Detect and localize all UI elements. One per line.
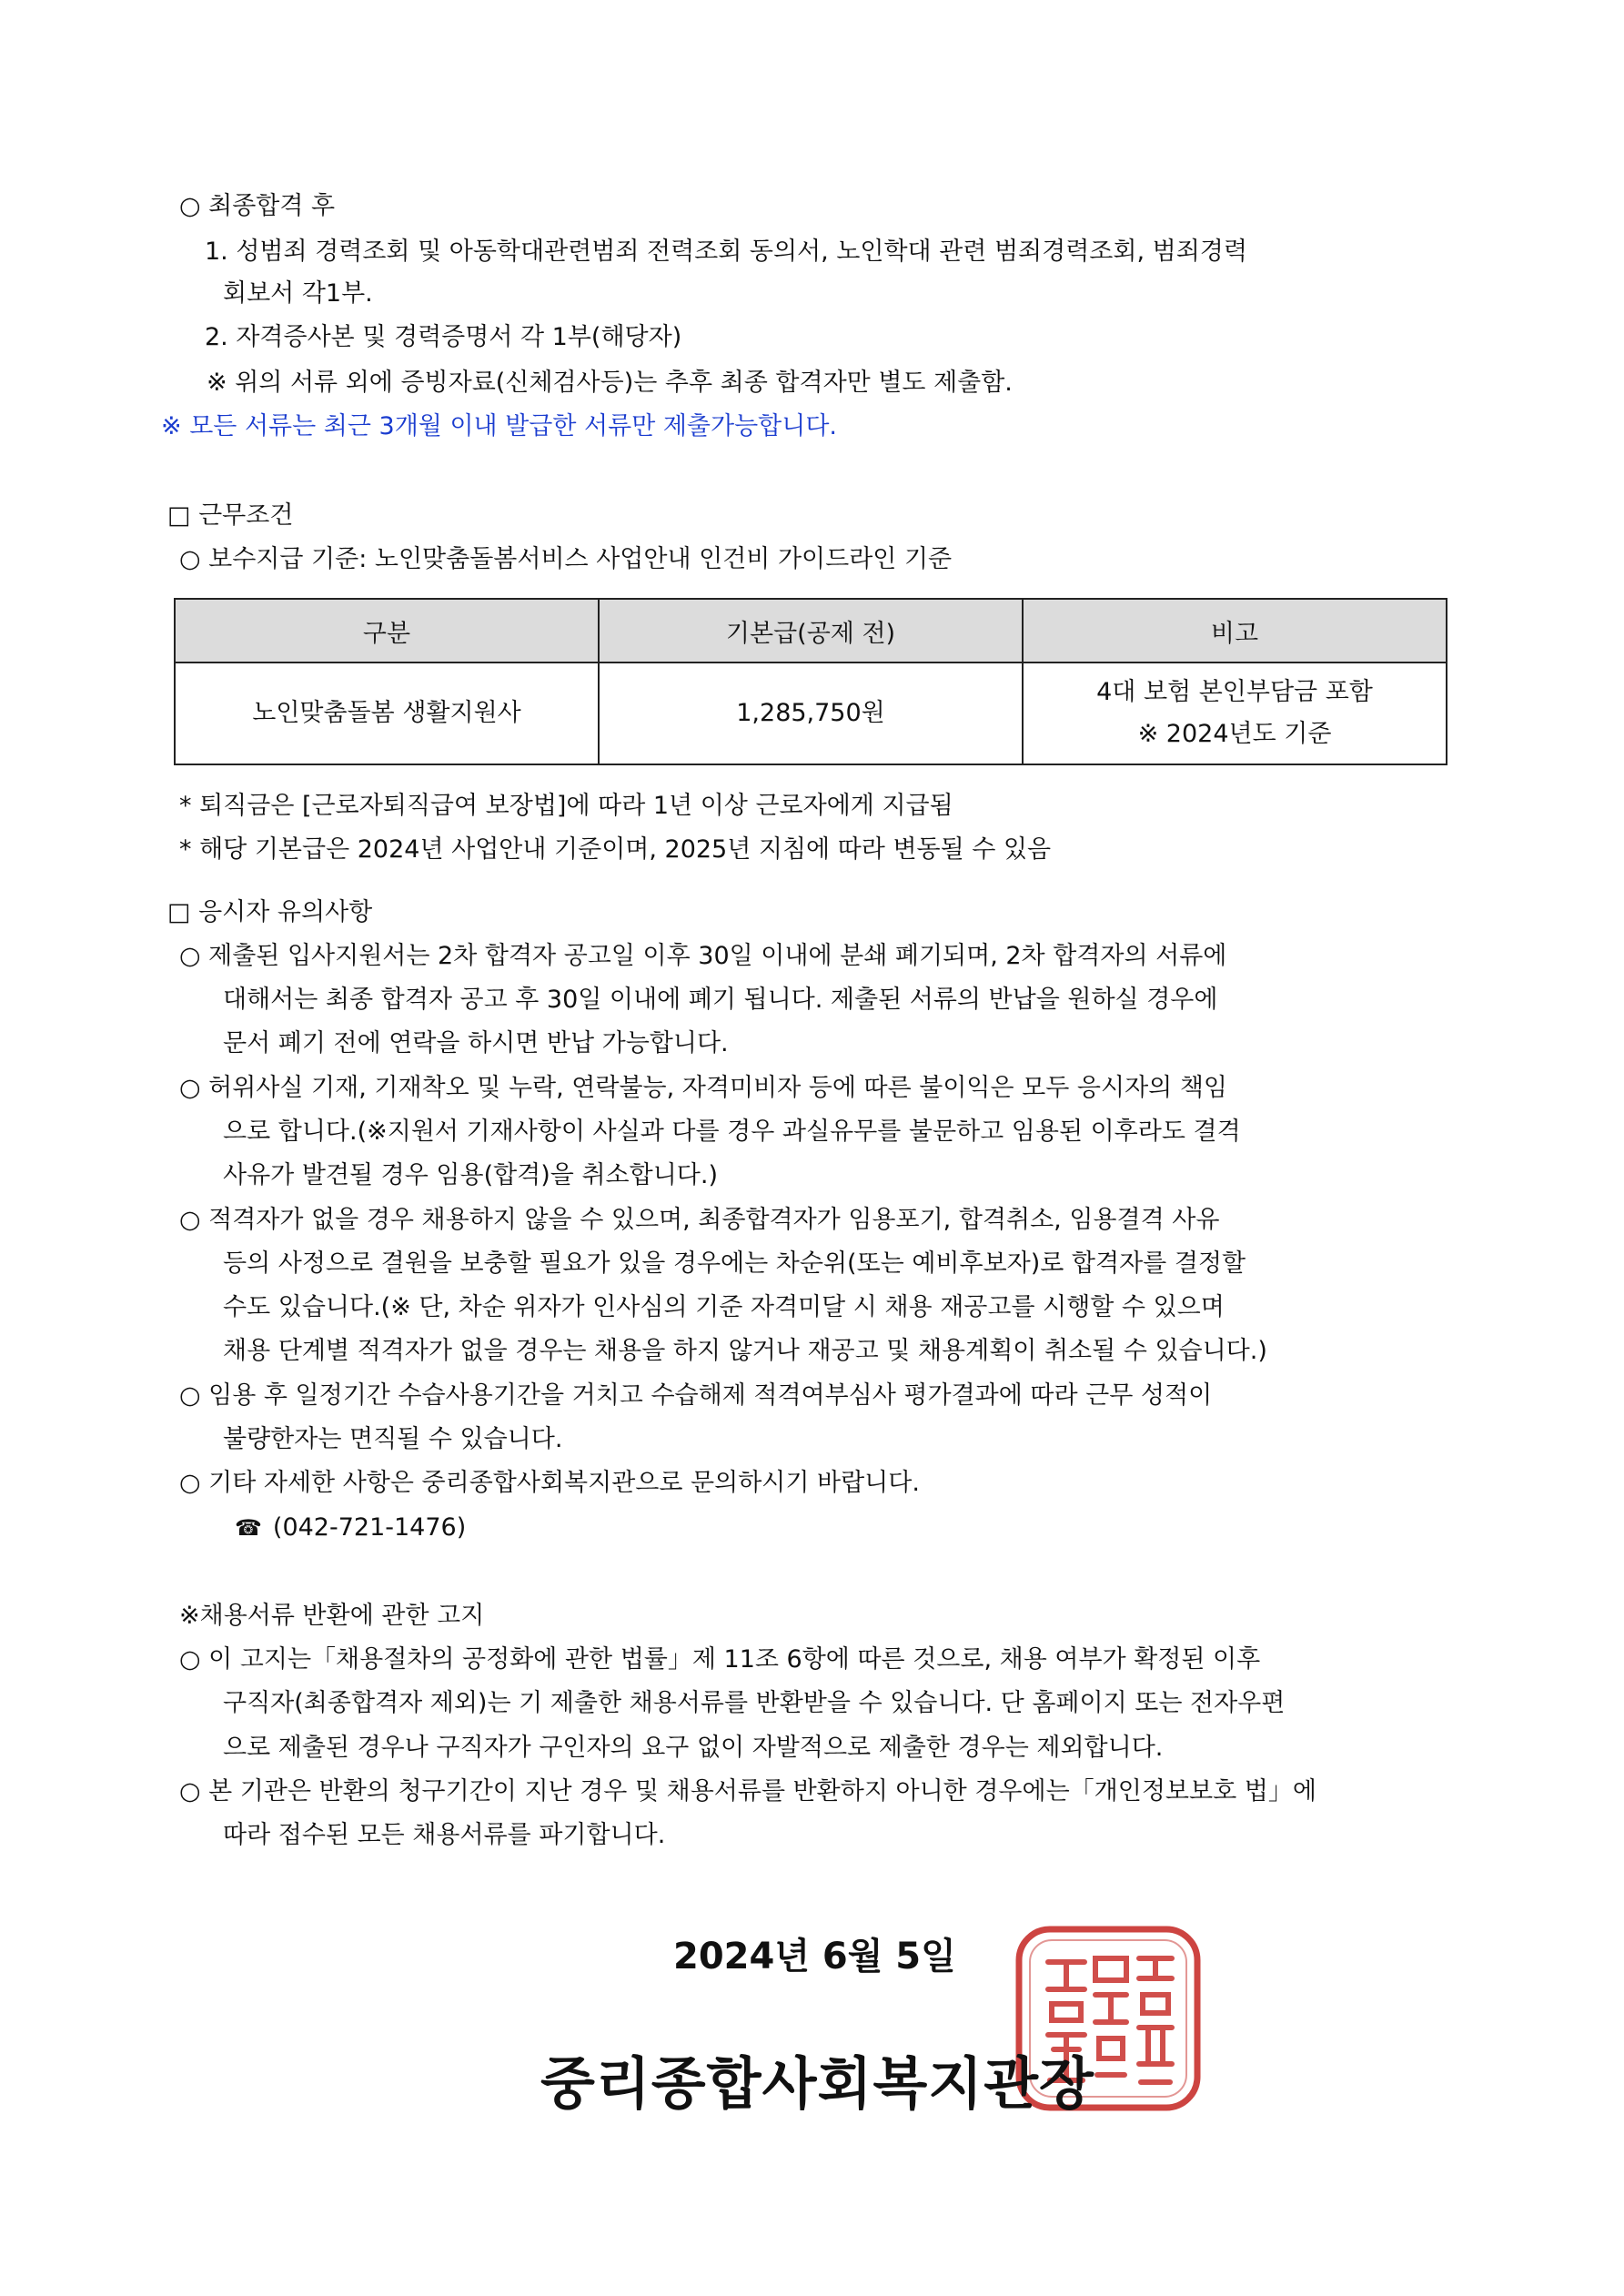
pay-table-category-cell: 노인맞춤돌봄 생활지원사	[175, 663, 599, 764]
after-final-note: ※ 위의 서류 외에 증빙자료(신체검사등)는 추후 최종 합격자만 별도 제출함.	[207, 369, 1013, 397]
table-row	[175, 663, 1447, 764]
return-notice-line: ○ 본 기관은 반환의 청구기간이 지난 경우 및 채용서류를 반환하지 아니한 경우에는「개인정보보호 법」에	[179, 1777, 1316, 1805]
applicant-note-line: 등의 사정으로 결원을 보충할 필요가 있을 경우에는 차순위(또는 예비후보자)로 합격자를 결정할	[223, 1249, 1246, 1278]
phone-icon: ☎	[235, 1515, 262, 1541]
applicant-note-line: ○ 제출된 입사지원서는 2차 합격자 공고일 이후 30일 이내에 분쇄 폐기되며, 2차 합격자의 서류에	[179, 942, 1227, 970]
phone-line	[235, 1510, 466, 1546]
pay-table-base-pay-cell: 1,285,750원	[599, 663, 1023, 764]
applicant-note-line: 채용 단계별 적격자가 없을 경우는 채용을 하지 않거나 재공고 및 채용계획이 취소될 수 있습니다.)	[223, 1337, 1267, 1365]
pay-table	[174, 598, 1447, 765]
return-notice-line: 구직자(최종합격자 제외)는 기 제출한 채용서류를 반환받을 수 있습니다. 단 홈페이지 또는 전자우편	[223, 1689, 1286, 1717]
return-notice-line: 으로 제출된 경우나 구직자가 구인자의 요구 없이 자발적으로 제출한 경우는 제외합니다.	[223, 1734, 1164, 1762]
footnote-severance: * 퇴직금은 [근로자퇴직급여 보장법]에 따라 1년 이상 근로자에게 지급됨	[179, 792, 953, 820]
after-final-item1-line1: 1. 성범죄 경력조회 및 아동학대관련범죄 전력조회 동의서, 노인학대 관련 범죄경력조회, 범죄경력	[205, 238, 1247, 266]
remark-line1: 4대 보험 본인부담금 포함	[1096, 678, 1373, 706]
after-final-item1-line2: 회보서 각1부.	[223, 279, 373, 308]
return-notice-heading: ※채용서류 반환에 관한 고지	[179, 1602, 485, 1630]
applicant-notes-heading: □ 응시자 유의사항	[167, 898, 373, 926]
applicant-note-line: ○ 적격자가 없을 경우 채용하지 않을 수 있으며, 최종합격자가 임용포기, 합격취소, 임용결격 사유	[179, 1206, 1220, 1234]
applicant-note-line: 수도 있습니다.(※ 단, 차순 위자가 인사심의 기준 자격미달 시 채용 재공고를 시행할 수 있으며	[223, 1293, 1225, 1321]
pay-table-header-remark: 비고	[1023, 599, 1447, 663]
remark-line2: ※ 2024년도 기준	[1137, 720, 1332, 748]
applicant-note-line: ○ 기타 자세한 사항은 중리종합사회복지관으로 문의하시기 바랍니다.	[179, 1469, 920, 1497]
applicant-note-line: ○ 임용 후 일정기간 수습사용기간을 거치고 수습해제 적격여부심사 평가결과에 따라 근무 성적이	[179, 1381, 1213, 1410]
blue-document-note: ※ 모든 서류는 최근 3개월 이내 발급한 서류만 제출가능합니다.	[161, 412, 838, 440]
footnote-base-pay: * 해당 기본급은 2024년 사업안내 기준이며, 2025년 지침에 따라 변동될 수 있음	[179, 835, 1052, 864]
phone-number: (042-721-1476)	[272, 1513, 467, 1542]
after-final-heading: ○ 최종합격 후	[179, 192, 336, 220]
document-date: 2024년 6월 5일	[673, 1936, 956, 1977]
pay-basis: ○ 보수지급 기준: 노인맞춤돌봄서비스 사업안내 인건비 가이드라인 기준	[179, 545, 953, 573]
pay-table-header-base-pay: 기본급(공제 전)	[599, 599, 1023, 663]
applicant-note-line: 문서 폐기 전에 연락을 하시면 반납 가능합니다.	[223, 1029, 729, 1057]
organization-head: 중리종합사회복지관장	[540, 2050, 1094, 2117]
return-notice-line: 따라 접수된 모든 채용서류를 파기합니다.	[223, 1821, 666, 1849]
after-final-item2: 2. 자격증사본 및 경력증명서 각 1부(해당자)	[205, 323, 682, 351]
pay-table-remark-cell	[1023, 663, 1447, 764]
pay-table-header-category: 구분	[175, 599, 599, 663]
return-notice-line: ○ 이 고지는「채용절차의 공정화에 관한 법률」제 11조 6항에 따른 것으로, 채용 여부가 확정된 이후	[179, 1645, 1261, 1674]
pay-table-header-row	[175, 599, 1447, 663]
applicant-note-line: 대해서는 최종 합격자 공고 후 30일 이내에 폐기 됩니다. 제출된 서류의 반납을 원하실 경우에	[223, 986, 1218, 1014]
applicant-note-line: 사유가 발견될 경우 임용(합격)을 취소합니다.)	[223, 1161, 718, 1189]
applicant-note-line: 불량한자는 면직될 수 있습니다.	[223, 1425, 563, 1453]
applicant-note-line: 으로 합니다.(※지원서 기재사항이 사실과 다를 경우 과실유무를 불문하고 임용된 이후라도 결격	[223, 1118, 1241, 1146]
work-conditions-heading: □ 근무조건	[167, 501, 294, 530]
applicant-note-line: ○ 허위사실 기재, 기재착오 및 누락, 연락불능, 자격미비자 등에 따른 불이익은 모두 응시자의 책임	[179, 1074, 1227, 1102]
